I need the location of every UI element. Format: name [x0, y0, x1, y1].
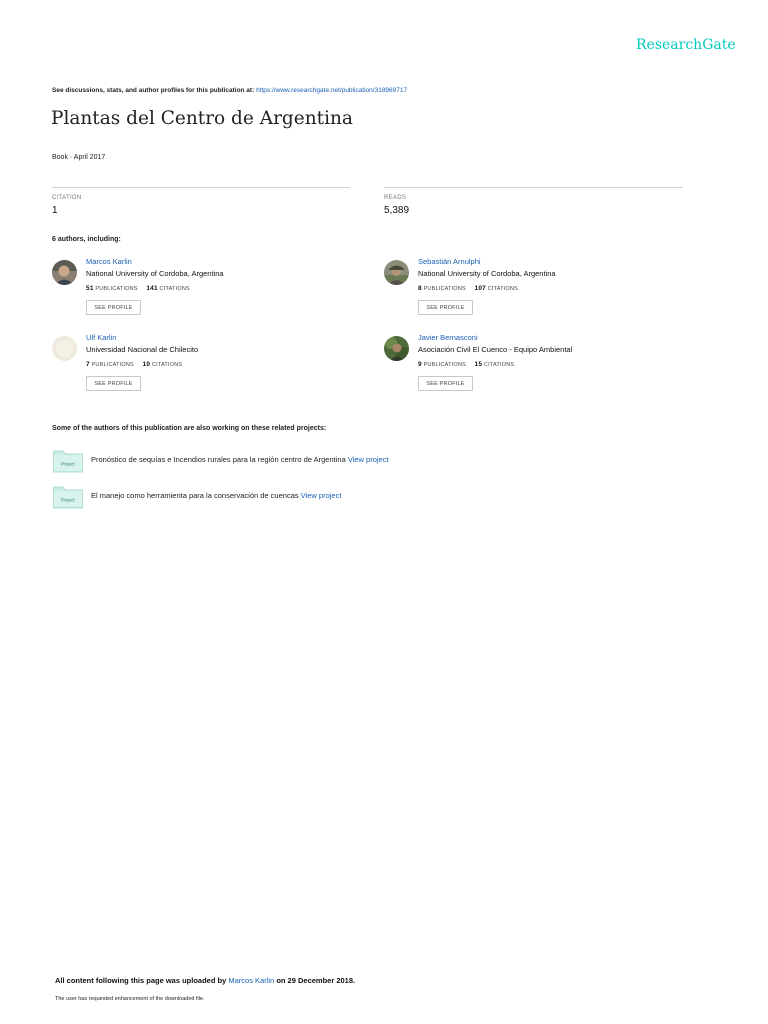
avatar[interactable] [52, 260, 77, 285]
see-discussions-text: See discussions, stats, and author profiles for this publication at: [52, 87, 255, 94]
publication-title: Plantas del Centro de Argentina [51, 108, 353, 129]
publications-count: 7 [86, 361, 90, 368]
citation-value: 1 [52, 205, 58, 216]
researchgate-logo[interactable]: ResearchGate [636, 37, 736, 53]
citations-count: 107 [474, 285, 486, 292]
project-title [91, 455, 389, 464]
avatar-placeholder[interactable] [52, 336, 77, 361]
publication-type-date: Book · April 2017 [52, 154, 106, 161]
see-discussions-line [52, 87, 407, 94]
citations-label: CITATIONS [151, 362, 183, 368]
project-folder-icon[interactable] [53, 486, 83, 509]
project-title-text: El manejo como herramienta para la conservación de cuencas [91, 491, 299, 500]
uploader-link[interactable]: Marcos Karlin [228, 976, 275, 985]
citation-divider [52, 187, 350, 188]
author-card [52, 333, 352, 398]
author-stats [86, 285, 190, 292]
publications-label: PUBLICATIONS [91, 362, 134, 368]
publications-count: 51 [86, 285, 94, 292]
author-name[interactable]: Javier Bernasconi [418, 333, 478, 342]
citations-count: 141 [146, 285, 158, 292]
citations-count: 15 [474, 361, 483, 368]
upload-suffix: on 29 December 2018. [276, 976, 356, 985]
author-institution: Asociación Civil El Cuenco - Equipo Ambiental [418, 345, 573, 354]
project-title [91, 491, 341, 500]
author-institution: Universidad Nacional de Chilecito [86, 345, 199, 354]
publications-label: PUBLICATIONS [423, 286, 466, 292]
view-project-link[interactable]: View project [300, 491, 342, 500]
reads-value: 5,389 [384, 205, 410, 216]
project-icon-label: Project [61, 497, 75, 503]
author-institution: National University of Cordoba, Argentina [86, 269, 224, 278]
author-stats [418, 361, 514, 368]
upload-notice [55, 976, 355, 985]
author-name[interactable]: Ulf Karlin [86, 333, 117, 342]
reads-divider [384, 187, 683, 188]
author-institution: National University of Cordoba, Argentina [418, 269, 556, 278]
author-card [384, 333, 684, 398]
avatar[interactable] [384, 260, 409, 285]
citations-label: CITATIONS [159, 286, 190, 292]
publications-label: PUBLICATIONS [95, 286, 138, 292]
citations-label: CITATIONS [487, 286, 519, 292]
publications-count: 8 [418, 285, 422, 292]
citations-count: 10 [142, 361, 151, 368]
project-icon-label: Project [61, 461, 75, 467]
see-profile-button[interactable]: SEE PROFILE [86, 376, 141, 391]
avatar[interactable] [384, 336, 409, 361]
enhancement-note: The user has requested enhancement of the downloaded file. [55, 996, 205, 1002]
project-item [53, 450, 553, 474]
reads-label: READS [384, 195, 407, 201]
author-card [384, 257, 684, 322]
publications-count: 9 [418, 361, 422, 368]
author-stats [86, 361, 182, 368]
see-profile-button[interactable]: SEE PROFILE [418, 300, 473, 315]
publication-url-link[interactable]: https://www.researchgate.net/publication/318969717 [256, 87, 408, 94]
related-projects-heading: Some of the authors of this publication are also working on these related projects: [52, 425, 327, 432]
see-profile-button[interactable]: SEE PROFILE [418, 376, 473, 391]
author-name[interactable]: Marcos Karlin [86, 257, 132, 266]
citation-label: CITATION [52, 195, 82, 201]
upload-prefix: All content following this page was uploaded by [55, 976, 227, 985]
project-item [53, 486, 553, 510]
publications-label: PUBLICATIONS [423, 362, 466, 368]
authors-heading: 6 authors, including: [52, 236, 121, 243]
view-project-link[interactable]: View project [347, 455, 389, 464]
author-card [52, 257, 352, 322]
project-title-text: Pronóstico de sequías e Incendios rurales para la región centro de Argentina [91, 455, 346, 464]
author-stats [418, 285, 518, 292]
see-profile-button[interactable]: SEE PROFILE [86, 300, 141, 315]
project-folder-icon[interactable] [53, 450, 83, 473]
author-name[interactable]: Sebastián Arnulphi [418, 257, 481, 266]
citations-label: CITATIONS [483, 362, 515, 368]
